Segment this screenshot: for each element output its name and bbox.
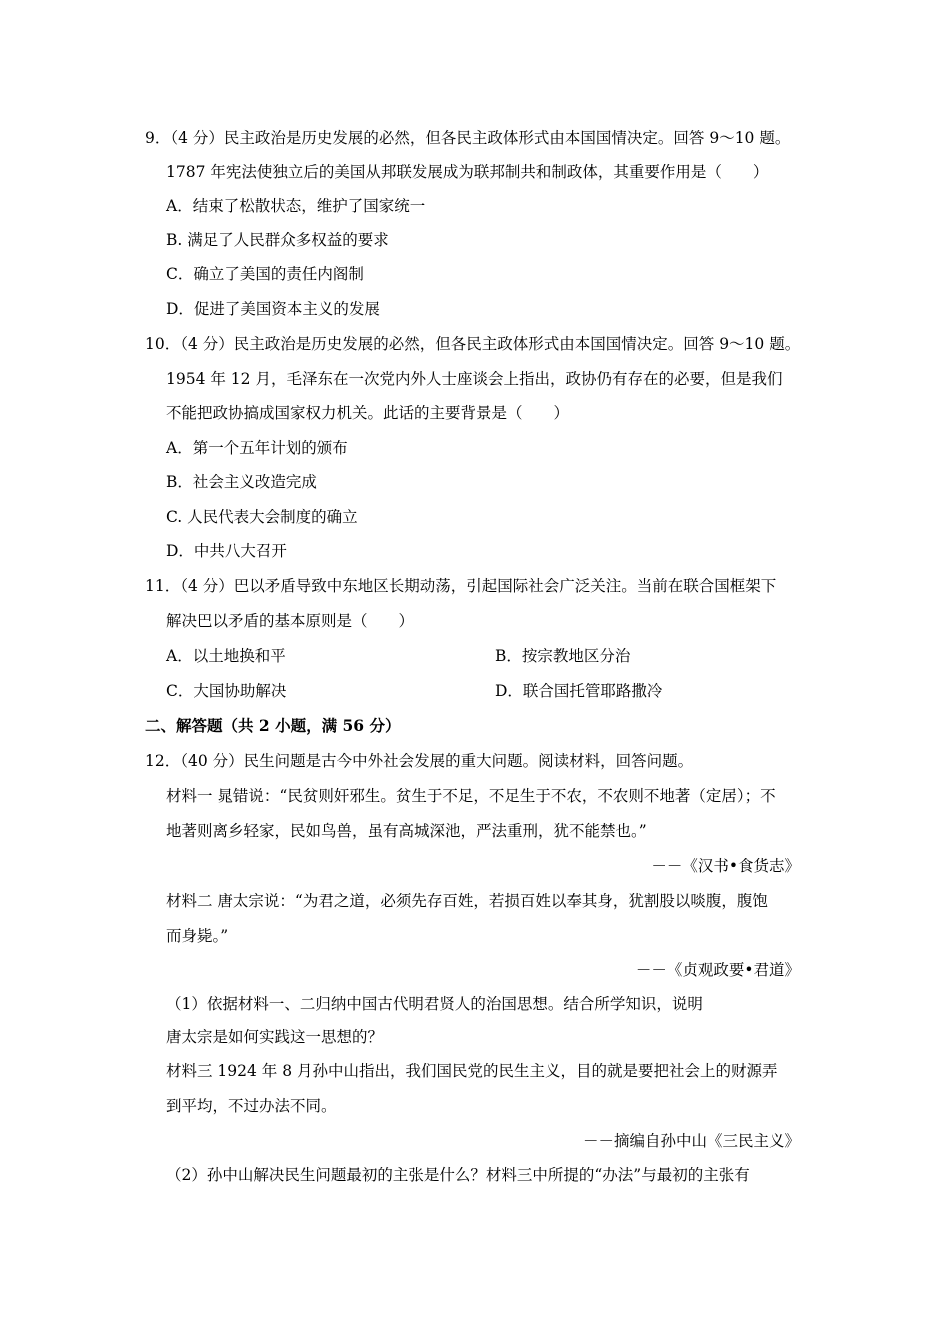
q11-stem: 11．（4 分）巴以矛盾导致中东地区长期动荡，引起国际社会广泛关注。当前在联合国框架下 (145, 577, 777, 595)
q11-option-a: A．以土地换和平 (166, 647, 286, 665)
q11-line2: 解决巴以矛盾的基本原则是（ ） (166, 612, 415, 630)
q9-stem: 9．（4 分）民主政治是历史发展的必然，但各民主政体形式由本国国情决定。回答 9～10 题。 (145, 129, 791, 147)
q10-option-d: D．中共八大召开 (166, 542, 287, 560)
q12-sub2-line1: （2）孙中山解决民生问题最初的主张是什么？材料三中所提的“办法”与最初的主张有 (166, 1166, 750, 1184)
q10-line2: 1954 年 12 月，毛泽东在一次党内外人士座谈会上指出，政协仍有存在的必要，但是我们 (166, 370, 783, 388)
q12-material3-line2: 到平均，不过办法不同。 (166, 1097, 337, 1115)
q12-material2-line1: 材料二 唐太宗说：“为君之道，必须先存百姓，若损百姓以奉其身，犹割股以啖腹，腹饱 (166, 892, 768, 910)
q12-material3-source: －－摘编自孙中山《三民主义》 (582, 1132, 800, 1150)
q11-option-d: D．联合国托管耶路撒冷 (495, 682, 663, 700)
q12-material1-line1: 材料一 晁错说：“民贫则奸邪生。贫生于不足，不足生于不农，不农则不地著（定居）；不 (166, 787, 776, 805)
q10-line3: 不能把政协搞成国家权力机关。此话的主要背景是（ ） (166, 404, 570, 422)
q9-option-d: D．促进了美国资本主义的发展 (166, 300, 380, 318)
q10-option-c: C. 人民代表大会制度的确立 (166, 508, 358, 526)
q12-material2-line2: 而身毙。” (166, 927, 229, 945)
q10-option-b: B．社会主义改造完成 (166, 473, 317, 491)
q12-material1-source: －－《汉书•食货志》 (651, 857, 800, 875)
q9-option-c: C．确立了美国的责任内阁制 (166, 265, 364, 283)
section-title: 二、解答题（共 2 小题，满 56 分） (145, 716, 401, 735)
q12-material3-line1: 材料三 1924 年 8 月孙中山指出，我们国民党的民生主义，目的就是要把社会上的财源弄 (166, 1062, 778, 1080)
q10-stem: 10．（4 分）民主政治是历史发展的必然，但各民主政体形式由本国国情决定。回答 9～10 题。 (145, 335, 801, 353)
q9-option-a: A．结束了松散状态，维护了国家统一 (166, 197, 426, 215)
q12-material1-line2: 地著则离乡轻家，民如鸟兽，虽有高城深池，严法重刑，犹不能禁也。” (166, 822, 647, 840)
q12-sub1-line2: 唐太宗是如何实践这一思想的？ (166, 1028, 384, 1046)
q12-sub1-line1: （1）依据材料一、二归纳中国古代明君贤人的治国思想。结合所学知识，说明 (166, 995, 703, 1013)
q10-option-a: A．第一个五年计划的颁布 (166, 439, 348, 457)
q9-line2: 1787 年宪法使独立后的美国从邦联发展成为联邦制共和制政体，其重要作用是（ ） (166, 163, 769, 181)
q9-option-b: B. 满足了人民群众多权益的要求 (166, 231, 389, 249)
q11-option-c: C．大国协助解决 (166, 682, 287, 700)
q12-stem: 12．（40 分）民生问题是古今中外社会发展的重大问题。阅读材料，回答问题。 (145, 752, 694, 770)
q12-material2-source: －－《贞观政要•君道》 (635, 961, 800, 979)
q11-option-b: B．按宗教地区分治 (495, 647, 631, 665)
